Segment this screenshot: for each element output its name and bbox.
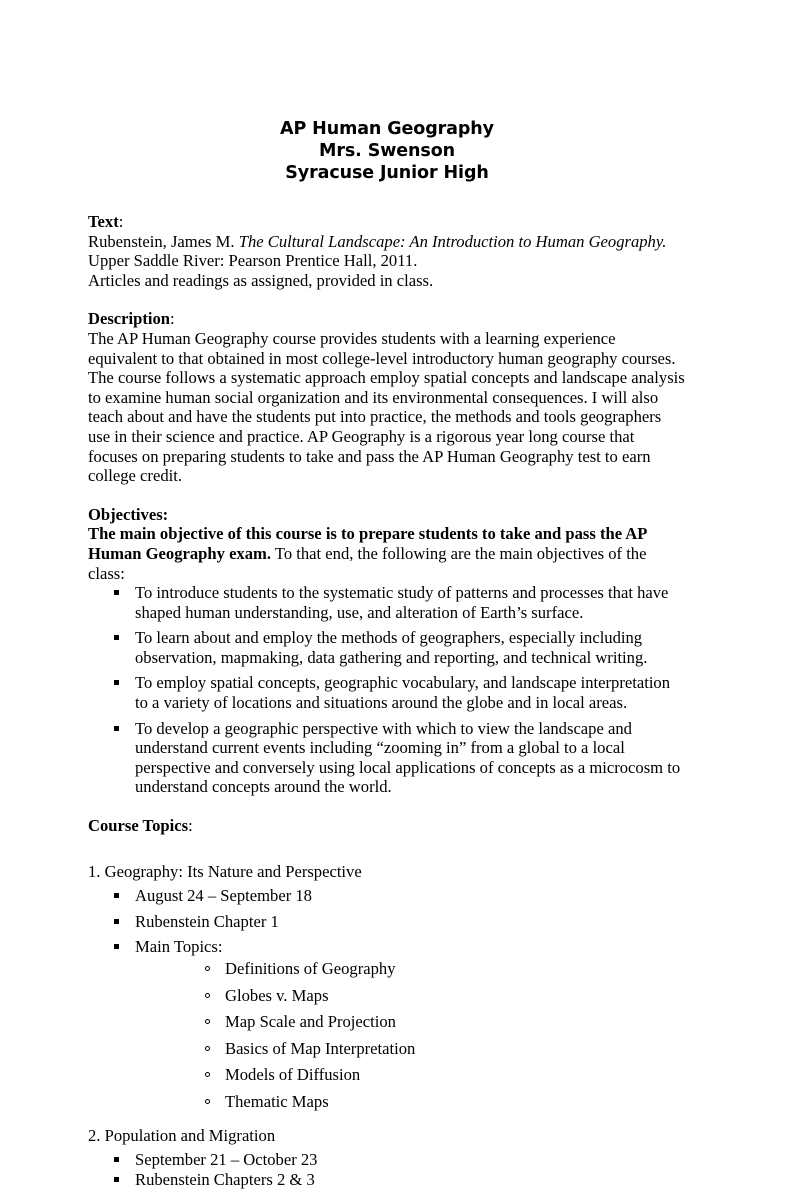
course-unit-sub-bullets [135, 959, 686, 1112]
document-content [88, 118, 686, 1189]
list-item [135, 959, 686, 979]
citation-publication: Upper Saddle River: Pearson Prentice Hall, 2011. [88, 251, 418, 271]
list-item [88, 583, 686, 622]
objectives-list [88, 583, 686, 797]
textbook-citation [88, 232, 686, 271]
course-unit-1 [88, 862, 686, 1112]
square-bullet-icon [114, 944, 119, 949]
circle-bullet-icon [205, 1046, 210, 1051]
circle-bullet-icon [205, 1019, 210, 1024]
citation-author: Rubenstein, James M. [88, 231, 239, 251]
list-item [135, 1012, 686, 1032]
list-item [88, 886, 686, 906]
list-item [88, 719, 686, 797]
square-bullet-icon [114, 893, 119, 898]
list-item [135, 986, 686, 1006]
circle-bullet-icon [205, 1099, 210, 1104]
list-item-label: Thematic Maps [225, 1091, 329, 1111]
section-objectives [88, 505, 686, 797]
list-item-label: Main Topics: [135, 937, 223, 957]
spacer [88, 1112, 686, 1126]
list-item [135, 1092, 686, 1112]
square-bullet-icon [114, 635, 119, 640]
text-section-heading [88, 212, 686, 232]
list-item [88, 673, 686, 712]
objectives-section-heading: Objectives: [88, 504, 169, 524]
course-topics-section-heading [88, 816, 686, 836]
square-bullet-icon [114, 590, 119, 595]
description-heading-label: Description [88, 309, 171, 329]
list-item-label: Basics of Map Interpretation [225, 1038, 416, 1058]
description-heading-colon: : [170, 309, 175, 329]
circle-bullet-icon [205, 966, 210, 971]
instructor-name: Mrs. Swenson [319, 141, 455, 161]
page-title: AP Human Geography [280, 119, 494, 139]
text-heading-colon: : [118, 212, 124, 231]
spacer [88, 290, 686, 309]
course-unit-2 [88, 1126, 686, 1189]
list-item-label: Map Scale and Projection [225, 1012, 396, 1032]
objectives-lead-paragraph [88, 524, 686, 583]
list-item [135, 1065, 686, 1085]
list-item [88, 912, 686, 932]
text-heading-label: Text [88, 212, 119, 231]
list-item [135, 1039, 686, 1059]
section-text [88, 212, 686, 290]
list-item-label: To develop a geographic perspective with which to view the landscape and understand current events including “zooming in” from a global to a local perspective and conversely using local applications of concepts as a microcosm to understand concepts around the world. [135, 718, 681, 797]
list-item-label: August 24 – September 18 [135, 886, 312, 906]
list-item-label: Rubenstein Chapter 1 [135, 911, 279, 931]
additional-readings-line: Articles and readings as assigned, provided in class. [88, 270, 434, 290]
course-unit-bullets [88, 1150, 686, 1189]
course-unit-bullets [88, 886, 686, 1111]
objectives-lead-rest: To that end, the following are the main objectives of the class: [88, 543, 647, 583]
spacer [88, 486, 686, 505]
square-bullet-icon [114, 726, 119, 731]
list-item-label: Models of Diffusion [225, 1065, 361, 1085]
spacer [88, 836, 686, 862]
course-unit-heading: 2. Population and Migration [88, 1125, 276, 1145]
section-course-topics [88, 816, 686, 1189]
list-item-label: To learn about and employ the methods of geographers, especially including observation, mapmaking, data gathering and reporting, and technical writing. [135, 628, 648, 667]
square-bullet-icon [114, 1157, 119, 1162]
school-name: Syracuse Junior High [285, 163, 489, 183]
list-item-label: Globes v. Maps [225, 985, 329, 1005]
list-item [88, 937, 686, 1111]
list-item-label: Definitions of Geography [225, 959, 396, 978]
list-item [88, 1150, 686, 1170]
square-bullet-icon [114, 1177, 119, 1182]
spacer [88, 797, 686, 816]
course-topics-heading-colon: : [188, 816, 193, 836]
description-section-heading [88, 309, 686, 329]
square-bullet-icon [114, 680, 119, 685]
circle-bullet-icon [205, 993, 210, 998]
citation-title: The Cultural Landscape: An Introduction to Human Geography. [238, 231, 667, 251]
list-item-label: Rubenstein Chapters 2 & 3 [135, 1169, 315, 1189]
document-title-block [88, 118, 686, 184]
list-item [88, 628, 686, 667]
list-item-label: September 21 – October 23 [135, 1150, 318, 1170]
course-unit-heading: 1. Geography: Its Nature and Perspective [88, 861, 362, 881]
list-item-label: To introduce students to the systematic study of patterns and processes that have shaped human understanding, use, and alteration of Earth’s surface. [135, 583, 669, 622]
list-item [88, 1170, 686, 1189]
description-body: The AP Human Geography course provides students with a learning experience equivalent to that obtained in most college-level introductory human geography courses. The course follows a systematic approach employ spatial concepts and landscape analysis to examine human social organization and its environmental consequences. I will also teach about and have the students put into practice, the methods and tools geographers use in their science and practice. AP Geography is a rigorous year long course that focuses on preparing students to take and pass the AP Human Geography test to earn college credit. [88, 328, 685, 486]
course-topics-heading-label: Course Topics [88, 816, 189, 836]
section-description [88, 309, 686, 485]
square-bullet-icon [114, 919, 119, 924]
circle-bullet-icon [205, 1072, 210, 1077]
list-item-label: To employ spatial concepts, geographic vocabulary, and landscape interpretation to a variety of locations and situations around the globe and in local areas. [135, 673, 671, 713]
objectives-lead-bold: The main objective of this course is to prepare students to take and pass the AP Human Geography exam. [88, 524, 647, 563]
